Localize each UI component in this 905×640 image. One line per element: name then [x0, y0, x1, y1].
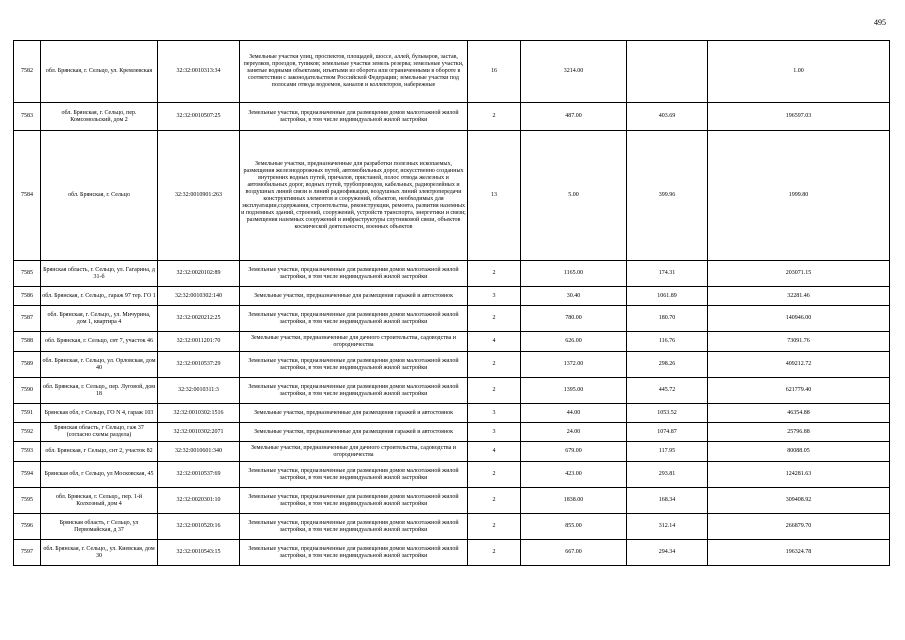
area-cell: 1372.00: [521, 352, 627, 378]
address-cell: обл. Брянская, г. Сельцо,, ул. Киевская, дом 30: [41, 540, 158, 566]
specific-value-cell: 312.14: [627, 514, 708, 540]
area-cell: 423.00: [521, 462, 627, 488]
address-cell: Брянская обл, г Сельцо, ул Московская, 45: [41, 462, 158, 488]
specific-value-cell: 298.26: [627, 352, 708, 378]
cadastral-number-cell: 32:32:0020212:25: [158, 306, 240, 332]
specific-value-cell: 168.34: [627, 488, 708, 514]
cadastral-number-cell: 32:32:0010302:140: [158, 287, 240, 306]
row-number: 7582: [14, 41, 41, 103]
area-cell: 30.40: [521, 287, 627, 306]
group-cell: 2: [468, 103, 521, 131]
land-use-cell: Земельные участки, предназначенные для размещения домов малоэтажной жилой застройки, в том числе индивидуальной жилой застройки: [240, 352, 468, 378]
cadastral-value-table: [13, 40, 890, 566]
area-cell: 5.00: [521, 131, 627, 261]
cadastral-value-cell: 1.00: [708, 41, 890, 103]
row-number: 7587: [14, 306, 41, 332]
cadastral-number-cell: 32:32:0020102:89: [158, 261, 240, 287]
land-use-cell: Земельные участки, предназначенные для размещения гаражей и автостоянок: [240, 404, 468, 423]
cadastral-value-cell: 73091.76: [708, 332, 890, 352]
cadastral-number-cell: 32:32:0020301:10: [158, 488, 240, 514]
table-row: [14, 306, 890, 332]
area-cell: 24.00: [521, 423, 627, 442]
group-cell: 2: [468, 378, 521, 404]
address-cell: обл. Брянская, г. Сельцо: [41, 131, 158, 261]
table-row: [14, 41, 890, 103]
area-cell: 679.00: [521, 442, 627, 462]
specific-value-cell: 1074.87: [627, 423, 708, 442]
row-number: 7594: [14, 462, 41, 488]
cadastral-value-cell: 409212.72: [708, 352, 890, 378]
page-number: 495: [874, 18, 886, 27]
cadastral-number-cell: 32:32:0010543:15: [158, 540, 240, 566]
land-use-cell: Земельные участки, предназначенные для размещения гаражей и автостоянок: [240, 287, 468, 306]
row-number: 7592: [14, 423, 41, 442]
land-use-cell: Земельные участки, предназначенные для дачного строительства, садоводства и огородничества: [240, 332, 468, 352]
row-number: 7590: [14, 378, 41, 404]
land-use-cell: Земельные участки, предназначенные для размещения домов малоэтажной жилой застройки, в том числе индивидуальной жилой застройки: [240, 261, 468, 287]
row-number: 7589: [14, 352, 41, 378]
table-row: [14, 514, 890, 540]
table-row: [14, 332, 890, 352]
cadastral-value-cell: 32281.46: [708, 287, 890, 306]
table-row: [14, 404, 890, 423]
specific-value-cell: 294.34: [627, 540, 708, 566]
group-cell: 4: [468, 442, 521, 462]
specific-value-cell: 403.69: [627, 103, 708, 131]
cadastral-value-cell: 621779.40: [708, 378, 890, 404]
land-use-cell: Земельные участки, предназначенные для размещения домов малоэтажной жилой застройки, в том числе индивидуальной жилой застройки: [240, 103, 468, 131]
row-number: 7586: [14, 287, 41, 306]
area-cell: 780.00: [521, 306, 627, 332]
land-use-cell: Земельные участки, предназначенные для размещения домов малоэтажной жилой застройки, в том числе индивидуальной жилой застройки: [240, 540, 468, 566]
cadastral-number-cell: 32:32:0010311:3: [158, 378, 240, 404]
specific-value-cell: 293.81: [627, 462, 708, 488]
address-cell: обл. Брянская, г Сельцо, снт 2, участок 82: [41, 442, 158, 462]
specific-value-cell: 117.95: [627, 442, 708, 462]
group-cell: 4: [468, 332, 521, 352]
cadastral-value-cell: 46354.88: [708, 404, 890, 423]
cadastral-value-cell: 266879.70: [708, 514, 890, 540]
area-cell: 855.00: [521, 514, 627, 540]
row-number: 7591: [14, 404, 41, 423]
specific-value-cell: 180.70: [627, 306, 708, 332]
table-row: [14, 378, 890, 404]
cadastral-number-cell: 32:32:0010601:340: [158, 442, 240, 462]
specific-value-cell: 399.96: [627, 131, 708, 261]
cadastral-value-cell: 25796.88: [708, 423, 890, 442]
cadastral-number-cell: 32:32:0011201:70: [158, 332, 240, 352]
area-cell: 3214.00: [521, 41, 627, 103]
address-cell: обл. Брянская, г. Сельцо,, ул. Мичурина, дом 1, квартира 4: [41, 306, 158, 332]
specific-value-cell: 116.76: [627, 332, 708, 352]
land-use-cell: Земельные участки, предназначенные для размещения домов малоэтажной жилой застройки, в том числе индивидуальной жилой застройки: [240, 462, 468, 488]
table-row: [14, 488, 890, 514]
area-cell: 44.00: [521, 404, 627, 423]
address-cell: обл. Брянская, г. Сельцо,, пер. 1-й Колхозный, дом 4: [41, 488, 158, 514]
specific-value-cell: 445.72: [627, 378, 708, 404]
group-cell: 3: [468, 404, 521, 423]
table-row: [14, 352, 890, 378]
area-cell: 667.00: [521, 540, 627, 566]
row-number: 7584: [14, 131, 41, 261]
group-cell: 16: [468, 41, 521, 103]
table-row: [14, 261, 890, 287]
cadastral-number-cell: 32:32:0010313:34: [158, 41, 240, 103]
row-number: 7597: [14, 540, 41, 566]
land-use-cell: Земельные участки улиц, проспектов, площадей, шоссе, аллей, бульваров, застав, переулков, проездов, тупиков; земельные участки земель резерва; земельные участки, занятые водными объектами, изъятыми из оборота или ограниченными в обороте в соответствии с законодательством Российской Федерации; земельные участки под полосами отвода водоемов, каналов и коллекторов, набережные: [240, 41, 468, 103]
cadastral-value-cell: 1999.80: [708, 131, 890, 261]
address-cell: обл. Брянская, г. Сельцо, ул. Кремлевская: [41, 41, 158, 103]
address-cell: обл. Брянская, г. Сельцо, снт 7, участок 46: [41, 332, 158, 352]
land-use-cell: Земельные участки, предназначенные для размещения гаражей и автостоянок: [240, 423, 468, 442]
table-row: [14, 442, 890, 462]
cadastral-value-cell: 124281.63: [708, 462, 890, 488]
area-cell: 487.00: [521, 103, 627, 131]
address-cell: Брянская область, г Сельцо, гаж 37 (согласно схемы раздела): [41, 423, 158, 442]
specific-value-cell: 1061.89: [627, 287, 708, 306]
cadastral-number-cell: 32:32:0010537:69: [158, 462, 240, 488]
group-cell: 2: [468, 261, 521, 287]
table-row: [14, 131, 890, 261]
group-cell: 2: [468, 514, 521, 540]
cadastral-value-cell: 196597.03: [708, 103, 890, 131]
row-number: 7588: [14, 332, 41, 352]
cadastral-number-cell: 32:32:0010507:25: [158, 103, 240, 131]
land-use-cell: Земельные участки, предназначенные для дачного строительства, садоводства и огородничества: [240, 442, 468, 462]
specific-value-cell: 1053.52: [627, 404, 708, 423]
row-number: 7595: [14, 488, 41, 514]
address-cell: обл. Брянская, г. Сельцо,, гараж 97 тер. ГО 1: [41, 287, 158, 306]
cadastral-number-cell: 32:32:0010901:263: [158, 131, 240, 261]
table-row: [14, 103, 890, 131]
group-cell: 13: [468, 131, 521, 261]
cadastral-value-cell: 80088.05: [708, 442, 890, 462]
land-use-cell: Земельные участки, предназначенные для разработки полезных ископаемых, размещения железнодорожных путей, автомобильных дорог, искусственно созданных внутренних водных путей, причалов, пристаней, полос отвода железных и автомобильных дорог, водных путей, трубопроводов, кабельных, радиорелейных и воздушных линий связи и линий радиофикации, воздушных линий электропередачи конструктивных элементов и сооружений, объектов, необходимых для эксплуатации,содержания, строительства, реконструкции, ремонта, развития наземных и подземных зданий, строений, сооружений, устройств транспорта, энергетики и связи; размещения наземных сооружений и инфраструктуры спутниковой связи, объектов космической деятельности, военных объектов: [240, 131, 468, 261]
table-row: [14, 287, 890, 306]
land-use-cell: Земельные участки, предназначенные для размещения домов малоэтажной жилой застройки, в том числе индивидуальной жилой застройки: [240, 378, 468, 404]
area-cell: 626.00: [521, 332, 627, 352]
row-number: 7585: [14, 261, 41, 287]
specific-value-cell: 174.31: [627, 261, 708, 287]
group-cell: 3: [468, 423, 521, 442]
address-cell: Брянская обл, г Сельцо, ГО N 4, гараж 103: [41, 404, 158, 423]
cadastral-value-cell: 309408.92: [708, 488, 890, 514]
row-number: 7593: [14, 442, 41, 462]
cadastral-number-cell: 32:32:0010520:16: [158, 514, 240, 540]
cadastral-number-cell: 32:32:0010302:1516: [158, 404, 240, 423]
area-cell: 1395.00: [521, 378, 627, 404]
group-cell: 2: [468, 352, 521, 378]
group-cell: 2: [468, 488, 521, 514]
address-cell: обл. Брянская, г. Сельцо, пер. Комсомольский, дом 2: [41, 103, 158, 131]
group-cell: 3: [468, 287, 521, 306]
row-number: 7583: [14, 103, 41, 131]
land-use-cell: Земельные участки, предназначенные для размещения домов малоэтажной жилой застройки, в том числе индивидуальной жилой застройки: [240, 488, 468, 514]
land-use-cell: Земельные участки, предназначенные для размещения домов малоэтажной жилой застройки, в том числе индивидуальной жилой застройки: [240, 306, 468, 332]
cadastral-value-cell: 140946.00: [708, 306, 890, 332]
group-cell: 2: [468, 540, 521, 566]
specific-value-cell: [627, 41, 708, 103]
area-cell: 1165.00: [521, 261, 627, 287]
area-cell: 1838.00: [521, 488, 627, 514]
cadastral-value-cell: 196324.78: [708, 540, 890, 566]
table-row: [14, 462, 890, 488]
group-cell: 2: [468, 462, 521, 488]
address-cell: Брянская область, г. Сельцо, ул. Гагарина, д 31-б: [41, 261, 158, 287]
address-cell: Брянская область, г Сельцо, ул Первомайская, д 37: [41, 514, 158, 540]
address-cell: обл. Брянская, г. Сельцо,, пер. Луговой, дом 18: [41, 378, 158, 404]
row-number: 7596: [14, 514, 41, 540]
address-cell: обл. Брянская, г. Сельцо, ул. Орловская, дом 40: [41, 352, 158, 378]
cadastral-number-cell: 32:32:0010537:29: [158, 352, 240, 378]
cadastral-value-cell: 203071.15: [708, 261, 890, 287]
cadastral-number-cell: 32:32:0010302:2071: [158, 423, 240, 442]
land-use-cell: Земельные участки, предназначенные для размещения домов малоэтажной жилой застройки, в том числе индивидуальной жилой застройки: [240, 514, 468, 540]
table-row: [14, 540, 890, 566]
table-row: [14, 423, 890, 442]
group-cell: 2: [468, 306, 521, 332]
